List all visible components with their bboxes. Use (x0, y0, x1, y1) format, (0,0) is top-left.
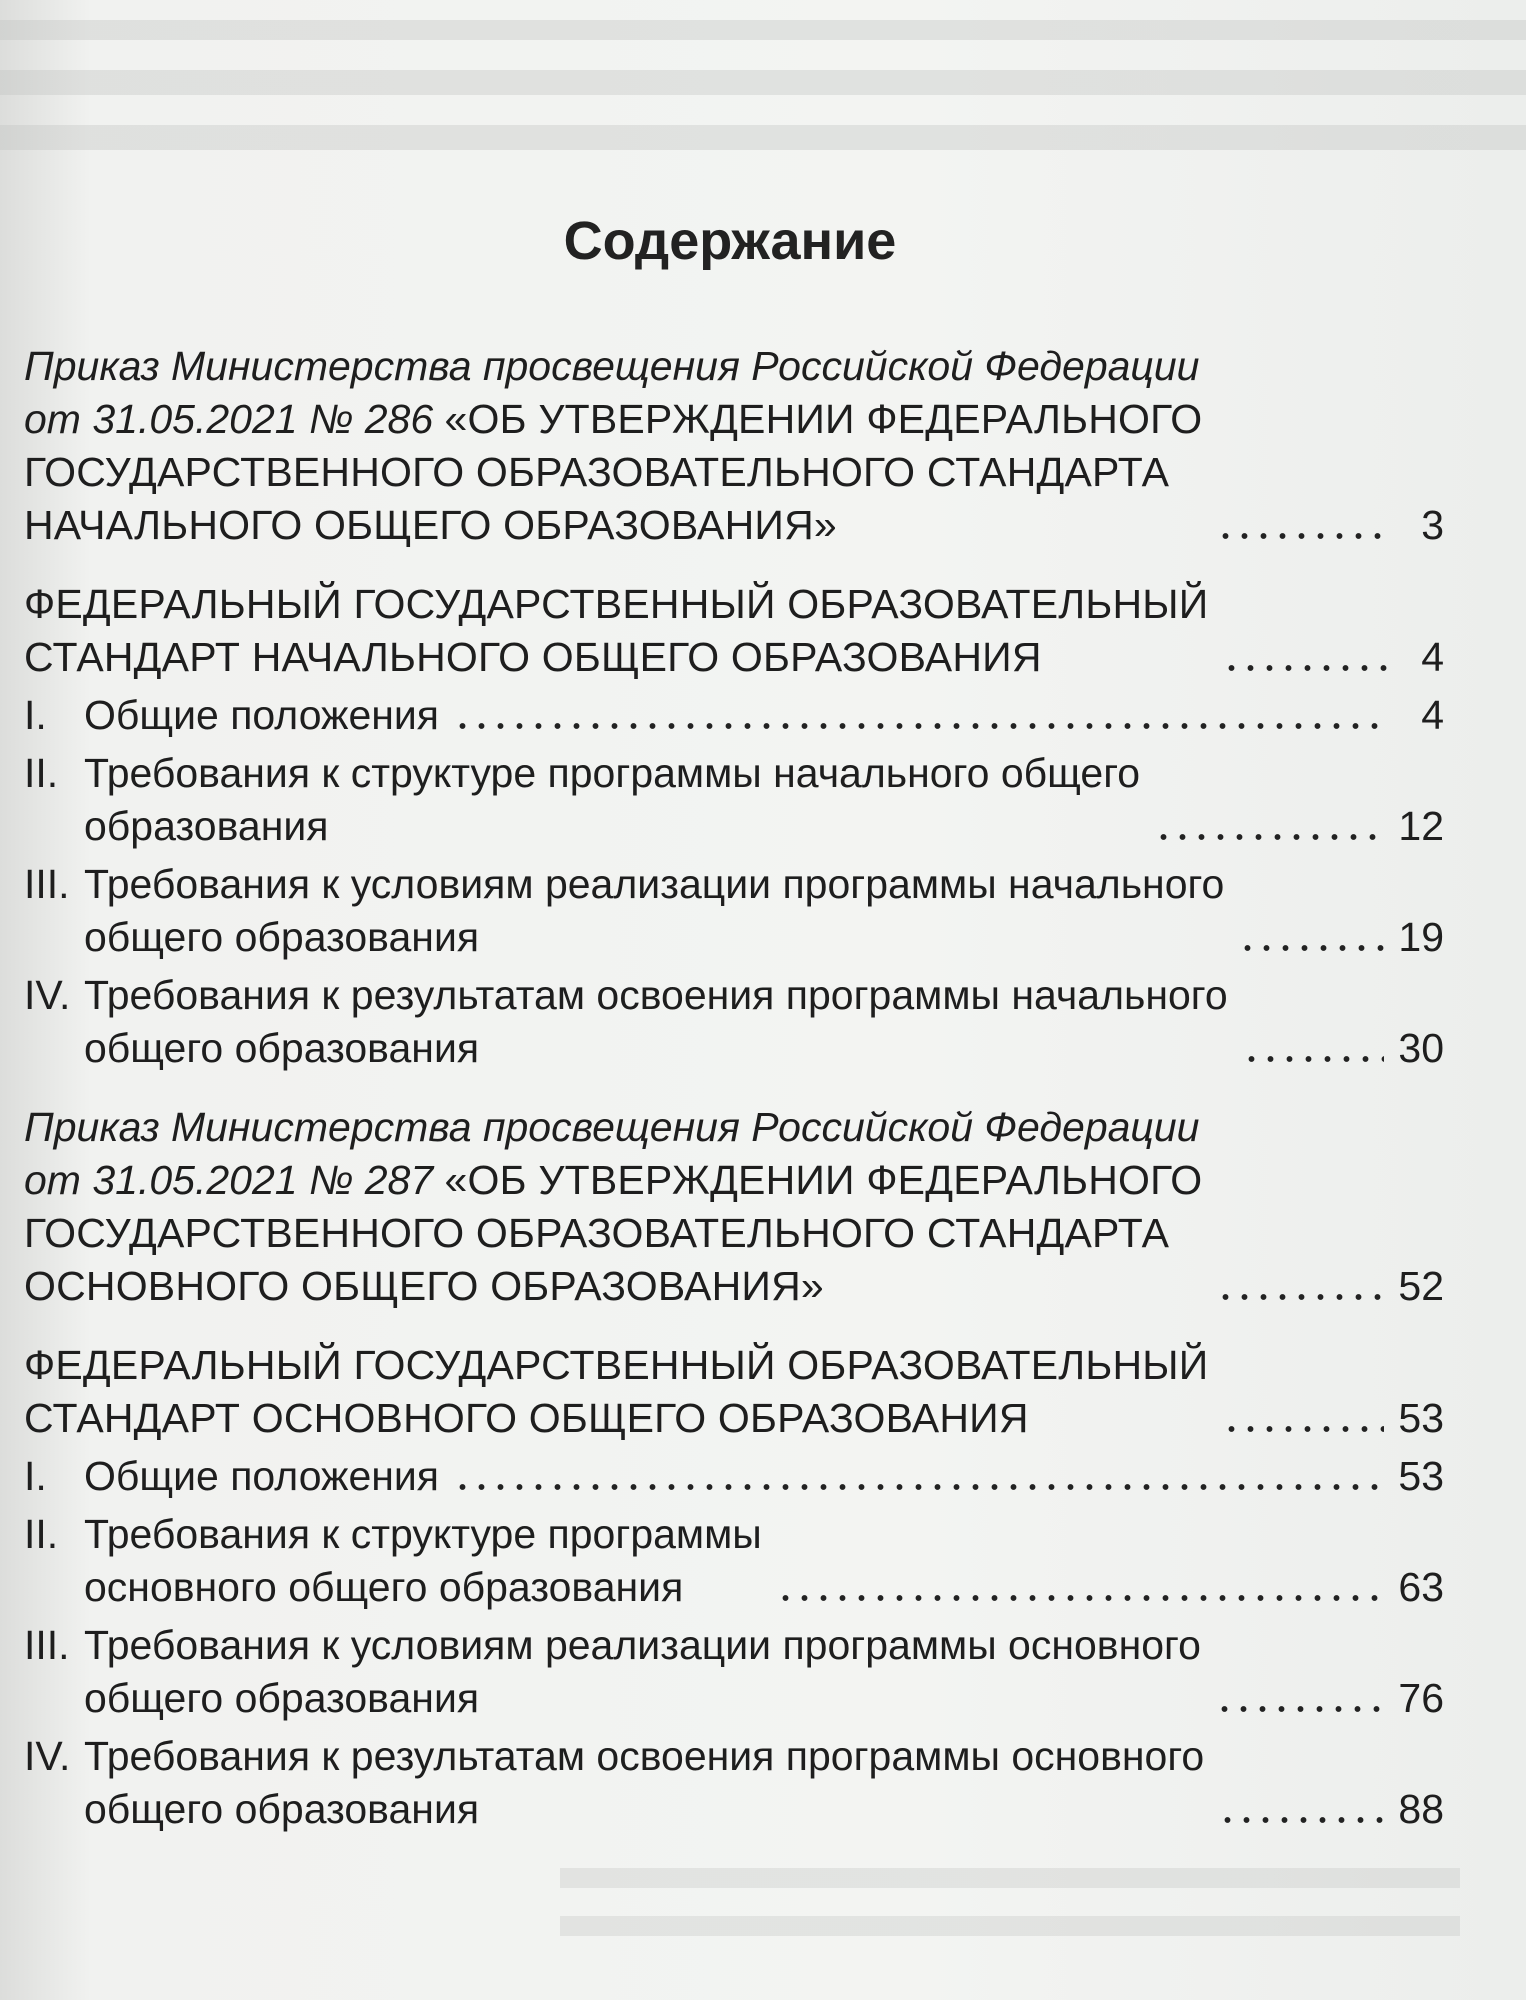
entry-line: СТАНДАРТ НАЧАЛЬНОГО ОБЩЕГО ОБРАЗОВАНИЯ (24, 634, 1042, 680)
entry-line: Требования к условиям реализации программы основного (84, 1622, 1201, 1668)
entry-line: ФЕДЕРАЛЬНЫЙ ГОСУДАРСТВЕННЫЙ ОБРАЗОВАТЕЛЬНЫЙ (24, 1342, 1209, 1388)
dot-leader (1222, 1425, 1384, 1433)
page-number: 30 (1398, 1025, 1444, 1071)
entry-line: ФЕДЕРАЛЬНЫЙ ГОСУДАРСТВЕННЫЙ ОБРАЗОВАТЕЛЬНЫЙ (24, 581, 1209, 627)
entry-line: Требования к структуре программы начального общего (84, 750, 1141, 796)
entry-line: ГОСУДАРСТВЕННОГО ОБРАЗОВАТЕЛЬНОГО СТАНДАРТА (24, 1210, 1170, 1256)
toc-entry-section[interactable] (24, 747, 1444, 853)
toc-entry-order-287[interactable] (24, 1101, 1444, 1313)
dot-leader (453, 1483, 1384, 1491)
page-number: 76 (1398, 1675, 1444, 1721)
dot-leader (1222, 664, 1390, 672)
entry-line: Общие положения (84, 1453, 440, 1499)
entry-line: общего образования (84, 1786, 480, 1832)
show-through-lower (560, 1840, 1460, 1960)
dot-leader (1242, 1055, 1385, 1063)
dot-leader (1218, 1816, 1384, 1824)
dot-leader (1216, 1293, 1384, 1301)
section-number: III. (24, 1622, 70, 1668)
entry-line: «ОБ УТВЕРЖДЕНИИ ФЕДЕРАЛЬНОГО (444, 396, 1203, 442)
page-number: 53 (1398, 1453, 1444, 1499)
entry-italic-line: от 31.05.2021 № 287 (24, 1157, 434, 1203)
page-number: 4 (1421, 692, 1444, 738)
entry-line: Требования к условиям реализации программы начального (84, 861, 1225, 907)
section-number: I. (24, 1453, 47, 1499)
table-of-contents (24, 340, 1444, 1841)
dot-leader (1238, 944, 1384, 952)
toc-entry-section[interactable] (24, 1730, 1444, 1836)
entry-line: СТАНДАРТ ОСНОВНОГО ОБЩЕГО ОБРАЗОВАНИЯ (24, 1395, 1029, 1441)
entry-line: ОСНОВНОГО ОБЩЕГО ОБРАЗОВАНИЯ» (24, 1263, 824, 1309)
entry-line: Общие положения (84, 692, 440, 738)
entry-line: ГОСУДАРСТВЕННОГО ОБРАЗОВАТЕЛЬНОГО СТАНДАРТА (24, 449, 1170, 495)
page-number: 53 (1398, 1395, 1444, 1441)
page-number: 63 (1398, 1564, 1444, 1610)
entry-italic-line: Приказ Министерства просвещения Российской Федерации (24, 343, 1200, 389)
entry-italic-line: Приказ Министерства просвещения Российской Федерации (24, 1104, 1200, 1150)
entry-line: Требования к результатам освоения программы основного (84, 1733, 1205, 1779)
entry-italic-line: от 31.05.2021 № 286 (24, 396, 434, 442)
entry-line: НАЧАЛЬНОГО ОБЩЕГО ОБРАЗОВАНИЯ» (24, 502, 837, 548)
section-number: I. (24, 692, 47, 738)
entry-line: общего образования (84, 914, 480, 960)
dot-leader (1216, 532, 1390, 540)
page-number: 52 (1398, 1263, 1444, 1309)
toc-entry-order-286[interactable] (24, 340, 1444, 552)
page-number: 4 (1421, 634, 1444, 680)
page-number: 19 (1398, 914, 1444, 960)
entry-line: «ОБ УТВЕРЖДЕНИИ ФЕДЕРАЛЬНОГО (444, 1157, 1203, 1203)
dot-leader (776, 1594, 1385, 1602)
toc-entry-section[interactable] (24, 858, 1444, 964)
toc-entry-section[interactable] (24, 1619, 1444, 1725)
page-number: 12 (1398, 803, 1444, 849)
section-number: II. (24, 750, 59, 796)
dot-leader (1154, 833, 1384, 841)
entry-line: общего образования (84, 1025, 480, 1071)
section-number: IV. (24, 972, 71, 1018)
section-number: II. (24, 1511, 59, 1557)
toc-entry-section[interactable] (24, 1508, 1444, 1614)
show-through-shadow (0, 20, 1526, 180)
toc-entry-section[interactable] (24, 689, 1444, 742)
section-number: IV. (24, 1733, 71, 1779)
section-number: III. (24, 861, 70, 907)
page-number: 88 (1398, 1786, 1444, 1832)
entry-line: основного общего образования (84, 1564, 684, 1610)
entry-line: Требования к структуре программы (84, 1511, 762, 1557)
page-title: Содержание (563, 211, 897, 271)
dot-leader (1215, 1705, 1385, 1713)
entry-line: общего образования (84, 1675, 480, 1721)
toc-entry-section[interactable] (24, 969, 1444, 1075)
entry-line: Требования к результатам освоения программы начального (84, 972, 1228, 1018)
toc-entry-section[interactable] (24, 1450, 1444, 1503)
page-number: 3 (1421, 502, 1444, 548)
dot-leader (453, 722, 1390, 730)
toc-entry-standard-primary[interactable] (24, 578, 1444, 684)
entry-line: образования (84, 803, 329, 849)
toc-entry-standard-basic[interactable] (24, 1339, 1444, 1445)
